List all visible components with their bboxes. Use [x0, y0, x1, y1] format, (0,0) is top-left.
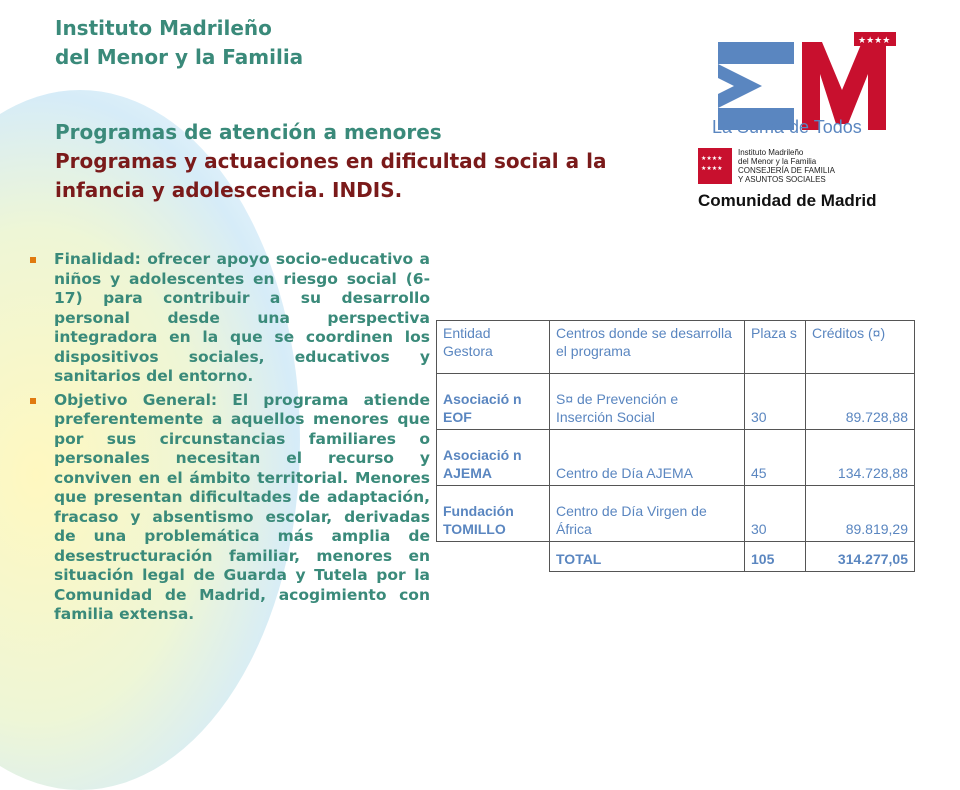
tagline: La Suma de Todos — [712, 117, 862, 137]
header-centros: Centros donde se desarrolla el programa — [550, 321, 745, 374]
cm-logo-text: Instituto Madrileño del Menor y la Familia CONSEJERÍA DE FAMILIA Y ASUNTOS SOCIALES — [738, 148, 835, 184]
org-line-1: Instituto Madrileño — [55, 16, 272, 40]
cell-centro: Centro de Día AJEMA — [550, 430, 745, 486]
title-sub-line-1: Programas y actuaciones en dificultad social a la — [55, 149, 607, 173]
bullet-list — [30, 250, 430, 629]
total-plazas: 105 — [745, 542, 806, 572]
table-total-row — [437, 542, 915, 572]
em-logo-stars: ★★★★ — [858, 36, 891, 46]
table-row — [437, 374, 915, 430]
cell-creditos: 134.728,88 — [806, 430, 915, 486]
cell-plazas: 45 — [745, 430, 806, 486]
title-sub-line-2: infancia y adolescencia. INDIS. — [55, 178, 403, 202]
cell-creditos: 89.819,29 — [806, 486, 915, 542]
comunidad-madrid-logo — [698, 148, 913, 212]
madrid-flag-icon: ★★★★ ★★★★ — [698, 148, 732, 184]
bullet-objetivo — [30, 391, 430, 625]
page-title — [55, 118, 695, 205]
bullet-text: Objetivo General: El programa atiende preferentemente a aquellos menores que por sus circunstancias familiares o personales necesitan el recurso y conviven en el ámbito territorial. Menores que presentan dificultades de adaptación, fracaso y absentismo escolar, derivadas de una problemática más amplia de desestructuración familiar, menores en situación legal de Guarda y Tutela por la Comunidad de Madrid, acogimiento con familia extensa. — [54, 390, 430, 623]
cell-plazas: 30 — [745, 374, 806, 430]
title-main: Programas de atención a menores — [55, 120, 442, 144]
bullet-text: Finalidad: ofrecer apoyo socio-educativo a niños y adolescentes en riesgo social (6-17) para contribuir a su desarrollo personal desde una perspectiva integradora en la que se coordinen los dispositivos sociales, educativos y sanitarios del entorno. — [54, 250, 430, 385]
cell-entidad: Asociació n EOF — [437, 374, 550, 430]
cell-creditos: 89.728,88 — [806, 374, 915, 430]
header-plazas: Plaza s — [745, 321, 806, 374]
total-label: TOTAL — [550, 542, 745, 572]
table-row — [437, 430, 915, 486]
table-header-row — [437, 321, 915, 374]
bullet-finalidad — [30, 250, 430, 387]
total-blank-cell — [437, 542, 550, 572]
table-row — [437, 486, 915, 542]
cell-plazas: 30 — [745, 486, 806, 542]
org-line-2: del Menor y la Familia — [55, 45, 304, 69]
total-creditos: 314.277,05 — [806, 542, 915, 572]
bullet-square-icon — [30, 398, 36, 404]
header-creditos: Créditos (¤) — [806, 321, 915, 374]
header-entidad: Entidad Gestora — [437, 321, 550, 374]
bullet-square-icon — [30, 257, 36, 263]
programs-table — [436, 320, 915, 572]
cell-centro: S¤ de Prevención e Inserción Social — [550, 374, 745, 430]
organization-header — [55, 14, 303, 72]
cell-entidad: Fundación TOMILLO — [437, 486, 550, 542]
cm-logo-name: Comunidad de Madrid — [698, 191, 877, 210]
cell-entidad: Asociació n AJEMA — [437, 430, 550, 486]
cell-centro: Centro de Día Virgen de África — [550, 486, 745, 542]
